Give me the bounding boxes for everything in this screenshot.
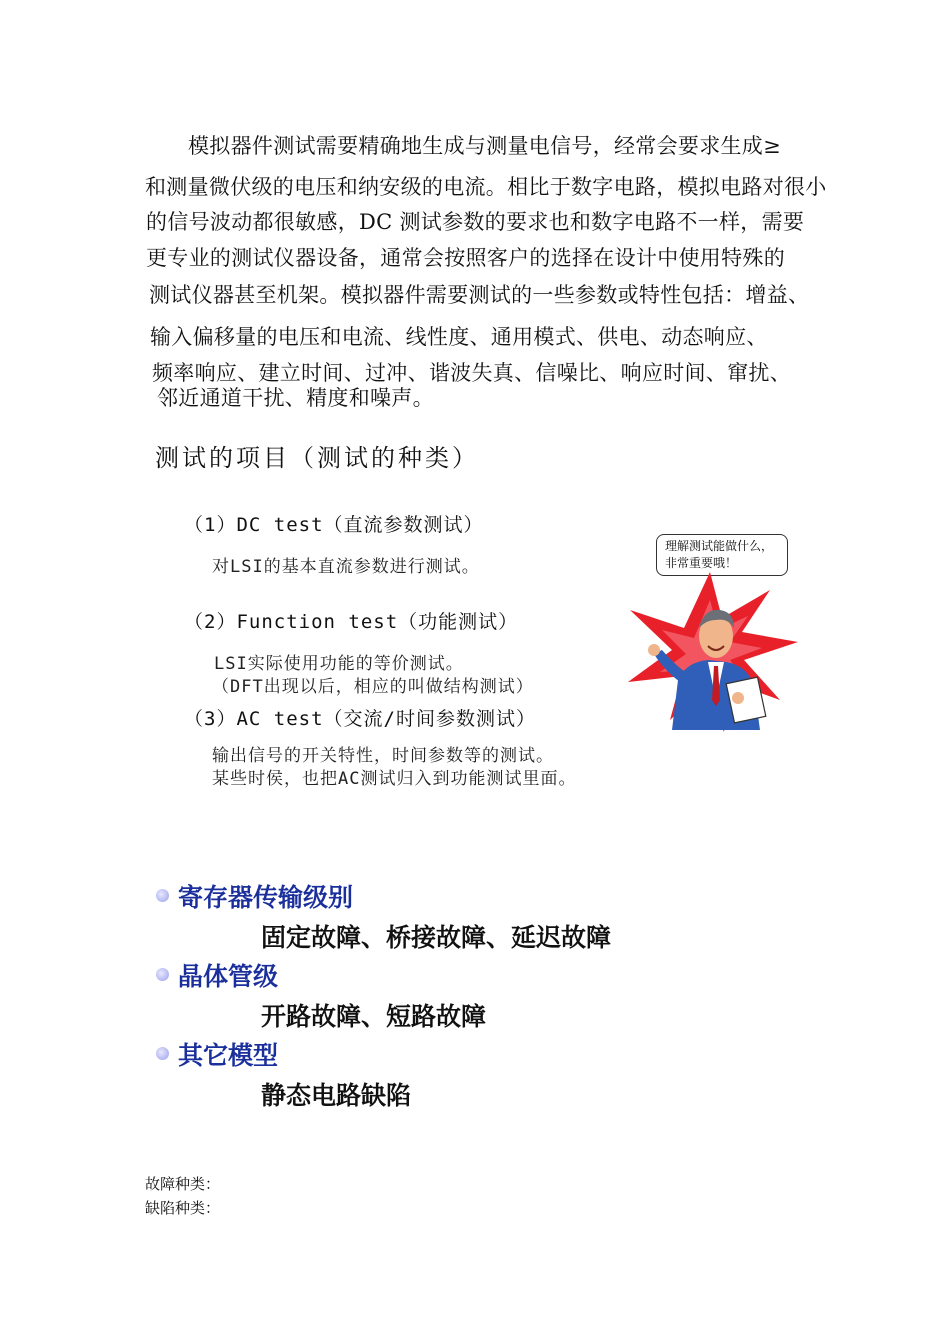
intro-line-6: 输入偏移量的电压和电流、线性度、通用模式、供电、动态响应、 (150, 325, 768, 349)
bullet-icon (156, 968, 169, 981)
intro-line-5: 测试仪器甚至机架。模拟器件需要测试的一些参数或特性包括：增益、 (149, 283, 810, 307)
test-desc-ac-1: 输出信号的开关特性，时间参数等的测试。 (212, 746, 554, 766)
test-heading-function: （2）Function test（功能测试） (184, 611, 519, 633)
category-label-transistor: 晶体管级 (178, 962, 279, 991)
intro-line-3: 的信号波动都很敏感，DC 测试参数的要求也和数字电路不一样，需要 (146, 210, 805, 234)
category-items-rtl: 固定故障、桥接故障、延迟故障 (261, 923, 612, 952)
category-items-other: 静态电路缺陷 (261, 1081, 412, 1110)
test-heading-dc: （1）DC test（直流参数测试） (184, 514, 484, 536)
presenter-clipart (620, 570, 800, 735)
bullet-icon (156, 889, 169, 902)
bullet-icon (156, 1047, 169, 1060)
intro-line-2: 和测量微伏级的电压和纳安级的电流。相比于数字电路，模拟电路对很小 (145, 175, 827, 199)
test-desc-function-2: （DFT出现以后，相应的叫做结构测试） (212, 677, 534, 697)
speech-bubble-line-2: 非常重要哦！ (665, 556, 738, 570)
intro-line-1: 模拟器件测试需要精确地生成与测量电信号，经常会要求生成≥ (188, 134, 781, 158)
test-desc-dc: 对LSI的基本直流参数进行测试。 (212, 557, 480, 577)
test-desc-function-1: LSI实际使用功能的等价测试。 (214, 654, 464, 674)
category-label-rtl: 寄存器传输级别 (178, 883, 354, 912)
section-title: 测试的项目（测试的种类） (155, 444, 479, 472)
category-label-other: 其它模型 (178, 1041, 279, 1070)
test-desc-ac-2: 某些时侯，也把AC测试归入到功能测试里面。 (212, 769, 577, 789)
test-heading-ac: （3）AC test（交流/时间参数测试） (184, 708, 536, 730)
category-items-transistor: 开路故障、短路故障 (261, 1002, 487, 1031)
speech-bubble-line-1: 理解测试能做什么， (665, 539, 774, 553)
intro-line-8: 邻近通道干扰、精度和噪声。 (157, 386, 434, 410)
footer-note-faults: 故障种类： (145, 1175, 221, 1193)
intro-line-4: 更专业的测试仪器设备，通常会按照客户的选择在设计中使用特殊的 (146, 246, 785, 270)
footer-note-defects: 缺陷种类： (145, 1199, 221, 1217)
intro-line-7: 频率响应、建立时间、过冲、谐波失真、信噪比、响应时间、窜扰、 (152, 361, 791, 385)
